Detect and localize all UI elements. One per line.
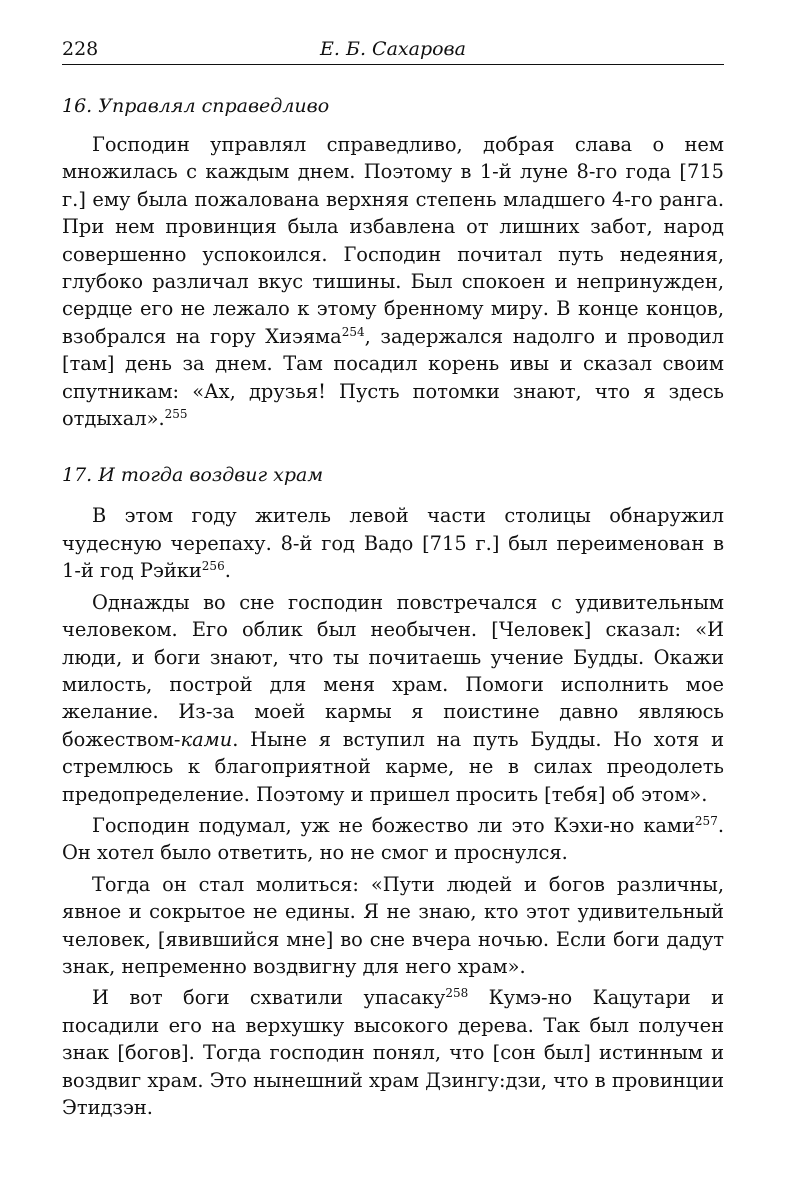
footnote-ref: 254	[341, 324, 365, 339]
section-heading: 17. И тогда воздвиг храм	[62, 464, 324, 487]
footnote-ref: 255	[164, 407, 188, 422]
footnote-ref: 257	[694, 813, 718, 828]
paragraph-text: . Он хотел было ответить, но не смог и проснулся.	[62, 813, 724, 865]
footnote-ref: 256	[201, 559, 225, 574]
paragraph-text: Господин управлял справедливо, добрая слава о нем множилась с каждым днем. Поэтому в 1-й луне 8-го года [715 г.] ему была пожалована верхняя степень младшего 4-го ранга. При нем провинция была избавлена от лишних забот, народ совершенно успокоился. Господин почитал путь недеяния, глубоко различал вкус тишины. Был спокоен и непринужден, сердце его не лежало к этому бренному миру. В конце концов, взобрался на гору Хиэяма	[62, 133, 724, 348]
paragraph-text: .	[224, 559, 231, 583]
paragraph-text: В этом году житель левой части столицы обнаружил чудесную черепаху. 8-й год Вадо [715 г.] был переименован в 1-й год Рэйки	[62, 504, 724, 583]
italic-term: ками	[180, 727, 233, 751]
paragraph-text: Господин подумал, уж не божество ли это Кэхи-но ками	[92, 813, 695, 837]
footnote-ref: 258	[445, 986, 469, 1001]
paragraph	[62, 589, 724, 808]
section-heading: 16. Управлял справедливо	[62, 95, 330, 117]
paragraph	[62, 984, 724, 1121]
paragraph-text: И вот боги схватили упасаку	[92, 986, 446, 1010]
running-author: Е. Б. Сахарова	[320, 38, 466, 60]
paragraph-text: . Ныне я вступил на путь Будды. Но хотя и стремлюсь к благоприятной карме, не в силах преодолеть предопределение. Поэтому и пришел просить [тебя] об этом».	[62, 727, 724, 806]
paragraph	[62, 131, 724, 432]
paragraph-text: Тогда он стал молиться: «Пути людей и богов различны, явное и сокрытое не едины. Я не знаю, кто этот удивительный человек, [явившийся мне] во сне вчера ночью. Если боги дадут знак, непременно воздвигну для него храм».	[62, 872, 724, 978]
book-page	[62, 38, 724, 1121]
page-number: 228	[62, 38, 99, 60]
paragraph	[62, 502, 724, 584]
running-header	[62, 38, 724, 65]
paragraph-text: Однажды во сне господин повстречался с удивительным человеком. Его облик был необычен. [Человек] сказал: «И люди, и боги знают, что ты почитаешь учение Будды. Окажи милость, построй для меня храм. Помоги исполнить мое желание. Из-за моей кармы я поистине давно являюсь божеством-	[62, 590, 724, 751]
paragraph-text: , задержался надолго и проводил [там] день за днем. Там посадил корень ивы и сказал своим спутникам: «Ах, друзья! Пусть потомки знают, что я здесь отдыхал».	[62, 324, 724, 431]
paragraph	[62, 812, 724, 867]
paragraph-text: Кумэ-но Кацутари и посадили его на верхушку высокого дерева. Так был получен знак [богов]. Тогда господин понял, что [сон был] истинным и воздвиг храм. Это нынешний храм Дзингу:дзи, что в провинции Этидзэн.	[62, 986, 725, 1119]
paragraph	[62, 871, 724, 981]
